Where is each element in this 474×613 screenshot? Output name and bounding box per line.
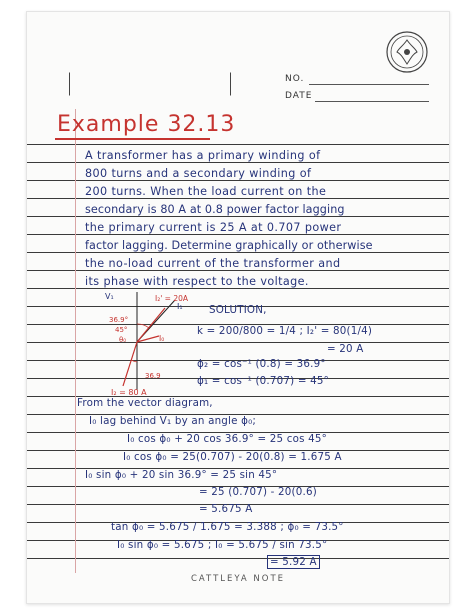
brand-footer: CATTLEYA NOTE — [190, 574, 286, 584]
problem-line: 200 turns. When the load current on the — [85, 185, 327, 198]
ruled-line — [27, 144, 449, 145]
angle-369-top-label: 36.9° — [109, 316, 129, 324]
title-underline — [55, 138, 210, 140]
problem-line: factor lagging. Determine graphically or otherwise — [85, 239, 373, 252]
working-line: I₀ cos ϕ₀ + 20 cos 36.9° = 25 cos 45° — [127, 433, 327, 445]
working-line: From the vector diagram, — [77, 397, 213, 409]
no-label: NO. — [285, 74, 305, 84]
solution-line: k = 200/800 = 1/4 ; I₂' = 80(1/4) — [197, 325, 373, 337]
solution-line: ϕ₂ = cos⁻¹ (0.8) = 36.9° — [197, 358, 326, 370]
angle-arc — [137, 324, 149, 328]
angle-arc-bottom — [131, 360, 137, 362]
date-label: DATE — [285, 91, 313, 101]
date-line — [315, 101, 429, 102]
cattleya-seal-icon — [385, 30, 429, 74]
solution-line: = 20 A — [327, 343, 364, 355]
ruled-line — [27, 216, 449, 217]
working-line: = 25 (0.707) - 20(0.6) — [199, 486, 317, 498]
answer-box: = 5.92 A — [267, 555, 320, 569]
i2-vector — [123, 342, 137, 386]
margin-line — [75, 109, 76, 573]
ruled-line — [27, 252, 449, 253]
working-line: I₀ cos ϕ₀ = 25(0.707) - 20(0.8) = 1.675 A — [123, 451, 342, 463]
ruled-line — [27, 558, 449, 559]
ruled-line — [27, 234, 449, 235]
solution-line: ϕ₁ = cos⁻¹ (0.707) = 45° — [197, 375, 329, 387]
working-line: = 5.675 A — [199, 503, 253, 515]
v1-label: V₁ — [105, 292, 114, 301]
problem-line: the primary current is 25 A at 0.707 power — [85, 221, 342, 234]
i1-label: I₁ — [177, 302, 183, 311]
problem-line: secondary is 80 A at 0.8 power factor lagging — [85, 203, 345, 216]
working-line: I₀ sin ϕ₀ + 20 sin 36.9° = 25 sin 45° — [85, 469, 278, 481]
problem-line: 800 turns and a secondary winding of — [85, 167, 312, 180]
working-line: tan ϕ₀ = 5.675 / 1.675 = 3.388 ; ϕ₀ = 73.5° — [111, 521, 344, 533]
working-line: I₀ lag behind V₁ by an angle ϕ₀; — [89, 415, 257, 427]
ruled-line — [27, 180, 449, 181]
working-line: I₀ sin ϕ₀ = 5.675 ; I₀ = 5.675 / sin 73.5° — [117, 539, 328, 551]
angle-369-bottom-label: 36.9 — [145, 372, 161, 380]
header-bracket — [69, 72, 231, 96]
ruled-line — [27, 288, 449, 289]
final-answer — [267, 556, 320, 568]
example-title: Example 32.13 — [57, 112, 236, 137]
problem-line: its phase with respect to the voltage. — [85, 275, 309, 288]
problem-line: A transformer has a primary winding of — [85, 149, 321, 162]
solution-heading: SOLUTION, — [209, 304, 267, 316]
no-line — [309, 84, 429, 85]
i0-label: I₀ — [159, 334, 165, 343]
i2-label: I₂ = 80 A — [111, 388, 147, 397]
ruled-line — [27, 270, 449, 271]
ruled-line — [27, 198, 449, 199]
theta0-label: θ₀ — [119, 336, 127, 344]
i2-prime-label: I₂' = 20A — [155, 294, 189, 303]
notebook-page — [26, 11, 450, 604]
ruled-line — [27, 162, 449, 163]
angle-45-label: 45° — [115, 326, 128, 334]
problem-line: the no-load current of the transformer and — [85, 257, 341, 270]
